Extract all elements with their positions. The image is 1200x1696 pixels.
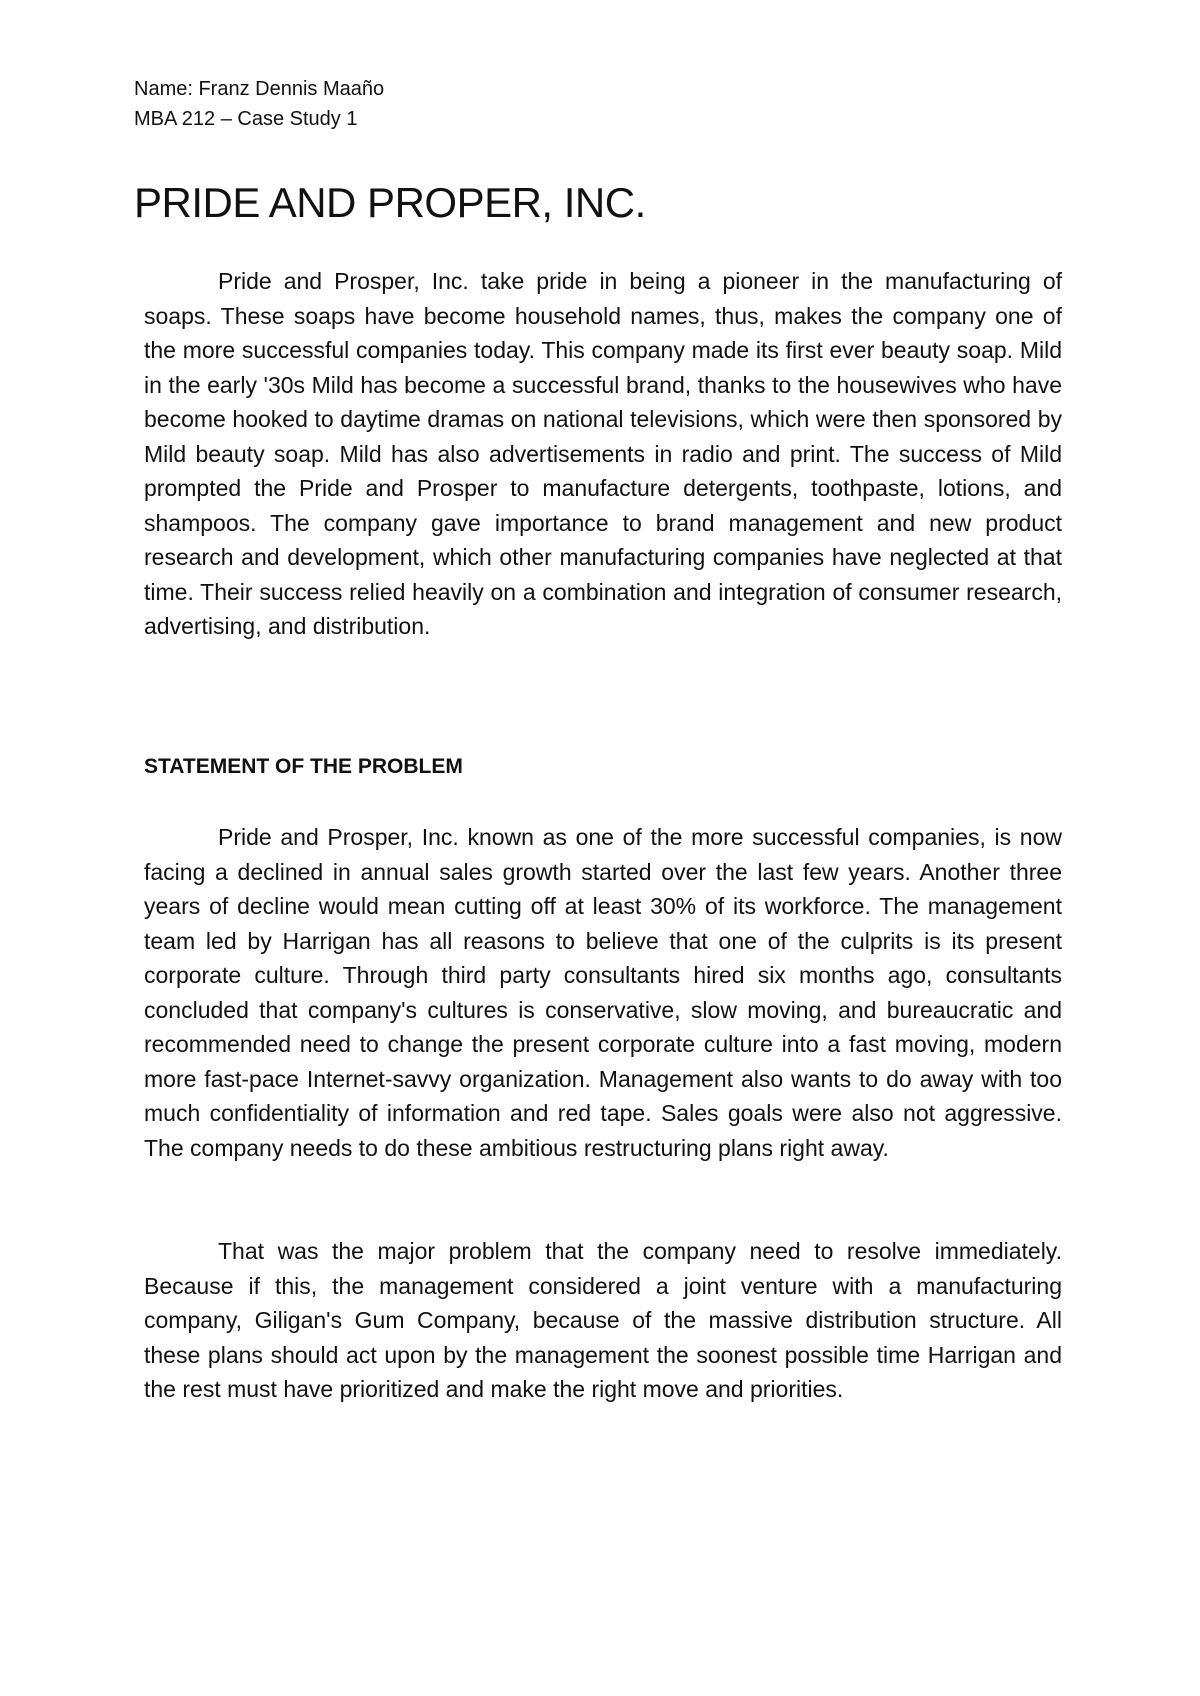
intro-paragraph: Pride and Prosper, Inc. take pride in being a pioneer in the manufacturing of soaps. These soaps have become household names, thus, makes the company one of the more successful companies today. This company made its first ever beauty soap. Mild in the early '30s Mild has become a successful brand, thanks to the housewives who have become hooked to daytime dramas on national televisions, which were then sponsored by Mild beauty soap. Mild has also advertisements in radio and print. The success of Mild prompted the Pride and Prosper to manufacture detergents, toothpaste, lotions, and shampoos. The company gave importance to brand management and new product research and development, which other manufacturing companies have neglected at that time. Their success relied heavily on a combination and integration of consumer research, advertising, and distribution. [144,268,1062,639]
problem-paragraph-1: Pride and Prosper, Inc. known as one of the more successful companies, is now facing a declined in annual sales growth started over the last few years. Another three years of decline would mean cutting off at least 30% of its workforce. The management team led by Harrigan has all reasons to believe that one of the culprits is its present corporate culture. Through third party consultants hired six months ago, consultants concluded that company's cultures is conservative, slow moving, and bureaucratic and recommended need to change the present corporate culture into a fast moving, modern more fast-pace Internet-savvy organization. Management also wants to do away with too much confidentiality of information and red tape. Sales goals were also not aggressive. The company needs to do these ambitious restructuring plans right away. [144,824,1062,1161]
course-label: MBA 212 – Case Study 1 [134,108,358,130]
document-title: PRIDE AND PROPER, INC. [134,179,646,226]
problem-paragraph-2: That was the major problem that the company need to resolve immediately. Because if this, the management considered a joint venture with a manufacturing company, Giligan's Gum Company, because of the massive distribution structure. All these plans should act upon by the management the soonest possible time Harrigan and the rest must have prioritized and make the right move and priorities. [144,1238,1062,1402]
student-name: Name: Franz Dennis Maaño [134,78,385,100]
problem-section-heading: STATEMENT OF THE PROBLEM [144,755,463,778]
